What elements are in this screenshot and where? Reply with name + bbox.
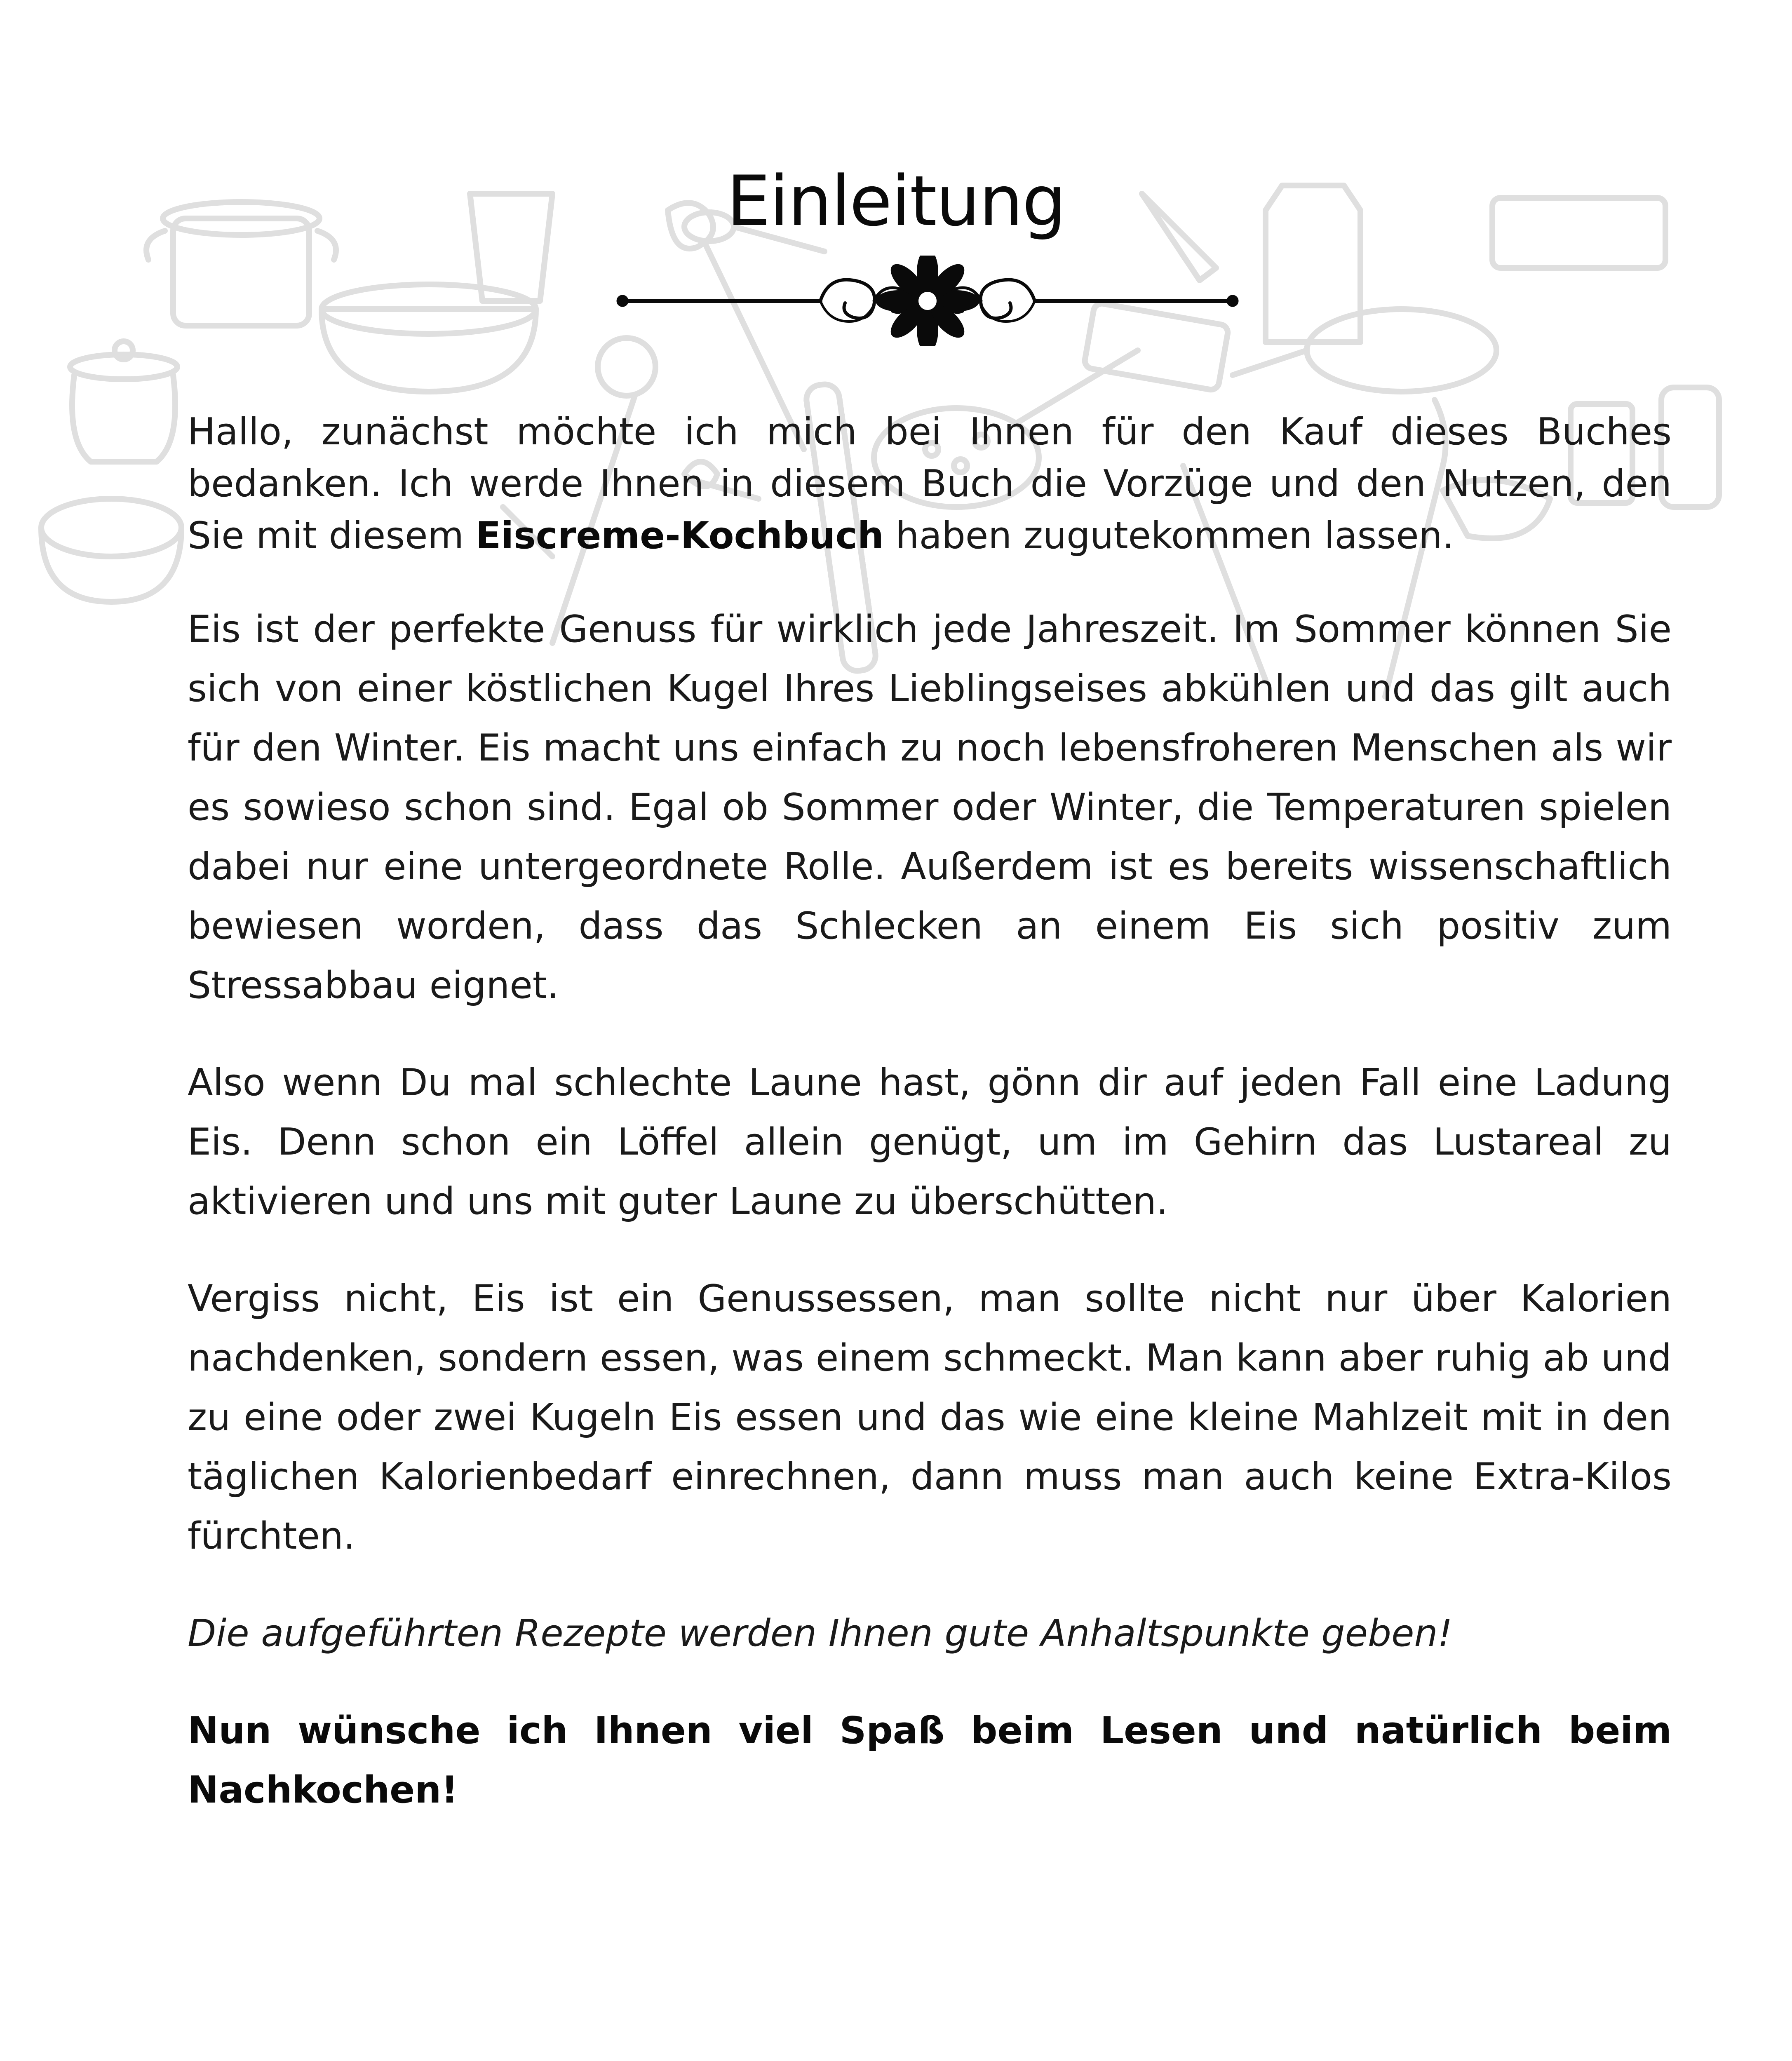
paragraph-mood: Also wenn Du mal schlechte Laune hast, gönn dir auf jeden Fall eine Ladung Eis. Denn schon ein Löffel allein genügt, um im Gehirn das Lustareal zu aktivieren und uns mit guter Laune zu überschütten. [188,1061,1672,1223]
kitchen-utensils-sketch-icon [0,2040,1792,2061]
paragraph-calories: Vergiss nicht, Eis ist ein Genussessen, man sollte nicht nur über Kalorien nachdenken, sondern essen, was einem schmeckt. Man kann aber ruhig ab und zu eine oder zwei Kugeln Eis essen und das wie eine kleine Mahlzeit mit in den täglichen Kalorienbedarf einrechnen, dann muss man auch keine Extra-Kilos fürchten. [188,1277,1672,1558]
page-title: Einleitung [726,161,1066,242]
recipes-note: Die aufgeführten Rezepte werden Ihnen gute Anhaltspunkte geben! [188,1612,1453,1655]
paragraph-intro-end: haben zugutekommen lassen. [883,514,1454,557]
body-text [188,406,1672,1858]
book-title-highlight: Eiscreme-Kochbuch [475,514,884,557]
closing-line: Nun wünsche ich Ihnen viel Spaß beim Lesen und natürlich beim Nachkochen! [188,1709,1672,1812]
paragraph-intro [188,406,1672,562]
flower-divider-icon [614,256,1241,346]
paragraph-seasons: Eis ist der perfekte Genuss für wirklich jede Jahreszeit. Im Sommer können Sie sich von einer köstlichen Kugel Ihres Lieblingseises abkühlen und das gilt auch für den Winter. Eis macht uns einfach zu noch lebensfroheren Menschen als wir es sowieso schon sind. Egal ob Sommer oder Winter, die Temperaturen spielen dabei nur eine untergeordnete Rolle. Außerdem ist es bereits wissenschaftlich bewiesen worden, dass das Schlecken an einem Eis sich positiv zum Stressabbau eignet. [188,608,1672,1007]
paragraph-intro-text: Hallo, zunächst möchte ich mich bei Ihnen für den Kauf dieses Buches bedanken. Ich werde Ihnen in diesem Buch die Vorzüge und den Nutzen, den Sie mit diesem [188,410,1672,557]
